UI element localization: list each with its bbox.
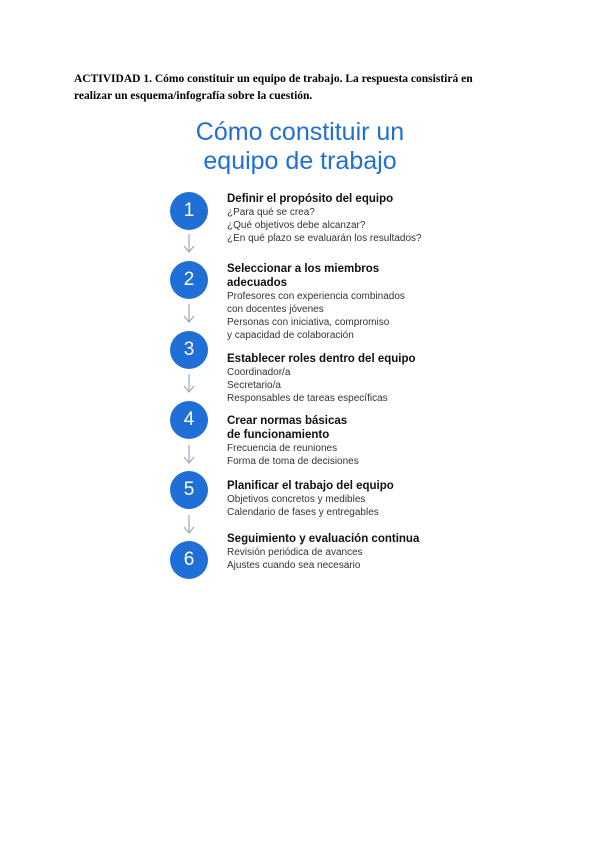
step-item: Profesores con experiencia combinados: [227, 291, 405, 302]
infographic-title-line-1: Cómo constituir un: [195, 118, 405, 146]
infographic-title: [150, 118, 450, 176]
step-title-line: Seguimiento y evaluación continua: [227, 533, 420, 545]
arrow-down-icon: [183, 234, 195, 254]
step-item: Secretario/a: [227, 380, 281, 391]
step-number-badge: 5: [170, 471, 208, 509]
step-item: ¿Qué objetivos debe alcanzar?: [227, 220, 366, 231]
step-title: [227, 262, 450, 290]
step-content: [227, 414, 450, 468]
step-title-line: Seleccionar a los miembros: [227, 263, 380, 275]
step-item: Personas con iniciativa, compromiso: [227, 317, 390, 328]
step-number-badge: 3: [170, 331, 208, 369]
step-item: ¿Para qué se crea?: [227, 207, 315, 218]
step-title-line: adecuados: [227, 277, 288, 289]
step-title: [227, 479, 450, 493]
arrow-down-icon: [183, 304, 195, 324]
step-item: Calendario de fases y entregables: [227, 507, 379, 518]
step-item: Revisión periódica de avances: [227, 547, 363, 558]
arrow-down-icon: [183, 445, 195, 465]
infographic-title-line-2: equipo de trabajo: [203, 147, 397, 175]
step-title-line: Establecer roles dentro del equipo: [227, 353, 416, 365]
arrow-down-icon: [183, 515, 195, 535]
step-item: Forma de toma de decisiones: [227, 456, 359, 467]
step-title: [227, 414, 450, 442]
step-title: [227, 352, 450, 366]
step-content: [227, 479, 450, 519]
step-title-line: de funcionamiento: [227, 429, 330, 441]
step-item: Frecuencia de reuniones: [227, 443, 338, 454]
step-number-badge: 2: [170, 261, 208, 299]
activity-line-2: realizar un esquema/infografía sobre la cuestión.: [74, 90, 313, 102]
step-title: [227, 192, 450, 206]
step-number-badge: 6: [170, 541, 208, 579]
step-content: [227, 192, 450, 245]
step-item: Objetivos concretos y medibles: [227, 494, 366, 505]
step-item: Ajustes cuando sea necesario: [227, 560, 361, 571]
infographic: [150, 112, 450, 602]
step-item: con docentes jóvenes: [227, 304, 324, 315]
step-title-line: Definir el propósito del equipo: [227, 193, 394, 205]
step-title-line: Crear normas básicas: [227, 415, 348, 427]
step-item: Coordinador/a: [227, 367, 291, 378]
step-item: ¿En qué plazo se evaluarán los resultados?: [227, 233, 422, 244]
activity-line-1: ACTIVIDAD 1. Cómo constituir un equipo de trabajo. La respuesta consistirá en: [74, 73, 473, 85]
step-content: [227, 262, 450, 342]
step-content: [227, 352, 450, 405]
activity-statement: [74, 71, 526, 105]
step-number-badge: 1: [170, 192, 208, 230]
step-title-line: Planificar el trabajo del equipo: [227, 480, 394, 492]
step-title: [227, 532, 450, 546]
step-item: Responsables de tareas específicas: [227, 393, 388, 404]
step-content: [227, 532, 450, 572]
step-item: y capacidad de colaboración: [227, 330, 354, 341]
step-number-badge: 4: [170, 401, 208, 439]
arrow-down-icon: [183, 374, 195, 394]
